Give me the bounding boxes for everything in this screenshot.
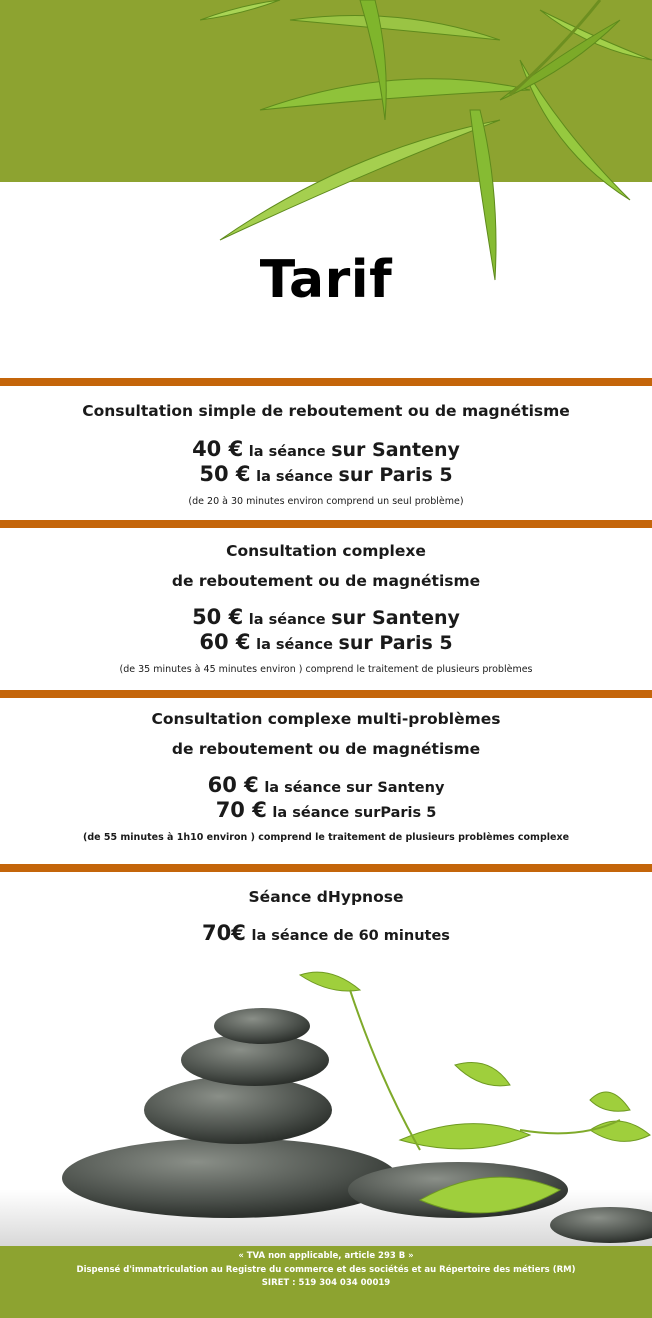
price-text: la séance de 60 minutes [251, 928, 450, 944]
price-amount: 50 € [199, 462, 251, 486]
price-place: sur Paris 5 [338, 464, 453, 486]
separator [0, 864, 652, 872]
section-subheading: de reboutement ou de magnétisme [171, 740, 481, 758]
section-heading: Consultation simple de reboutement ou de magnétisme [82, 402, 570, 420]
price-unit: la séance [256, 637, 333, 653]
price-unit: la séance [248, 444, 326, 460]
duration-note: (de 20 à 30 minutes environ comprend un seul problème) [188, 496, 464, 507]
price-amount: 50 € [192, 605, 244, 629]
tariff-simple [0, 396, 652, 507]
price-line [0, 631, 652, 656]
section-subheading: de reboutement ou de magnétisme [171, 572, 481, 590]
duration-note: (de 55 minutes à 1h10 environ ) comprend le traitement de plusieurs problèmes complexe [82, 832, 570, 843]
tariff-hypnosis [0, 882, 652, 947]
price-amount: 70€ [202, 921, 246, 945]
zen-stones-icon [0, 960, 652, 1246]
separator [0, 690, 652, 698]
tariff-multi [0, 704, 652, 843]
section-heading: Consultation complexe multi-problèmes [151, 710, 501, 728]
price-line [0, 463, 652, 488]
price-text: la séance surParis 5 [272, 805, 437, 821]
price-text: la séance sur Santeny [264, 780, 445, 796]
price-line [0, 799, 652, 824]
section-heading: Séance dHypnose [248, 888, 404, 906]
price-unit: la séance [248, 612, 326, 628]
duration-note: (de 35 minutes à 45 minutes environ ) comprend le traitement de plusieurs problèmes [119, 664, 533, 675]
price-amount: 40 € [192, 437, 244, 461]
section-heading: Consultation complexe [226, 542, 426, 560]
price-line [0, 606, 652, 631]
price-amount: 70 € [215, 798, 267, 822]
price-place: sur Paris 5 [338, 632, 453, 654]
price-line [0, 438, 652, 463]
price-place: sur Santeny [331, 439, 460, 461]
price-amount: 60 € [199, 630, 251, 654]
tariff-complex [0, 536, 652, 675]
footer-vat: « TVA non applicable, article 293 B » [238, 1251, 414, 1261]
footer-siret: SIRET : 519 304 034 00019 [261, 1278, 391, 1288]
price-amount: 60 € [207, 773, 259, 797]
separator [0, 378, 652, 386]
footer [0, 1246, 652, 1318]
separator [0, 520, 652, 528]
page-title: Tarif [259, 250, 393, 310]
price-line [0, 774, 652, 799]
price-unit: la séance [256, 469, 333, 485]
price-line [0, 922, 652, 947]
price-place: sur Santeny [331, 607, 460, 629]
footer-registration: Dispensé d'immatriculation au Registre du commerce et des sociétés et au Répertoire des métiers (RM) [76, 1264, 576, 1275]
